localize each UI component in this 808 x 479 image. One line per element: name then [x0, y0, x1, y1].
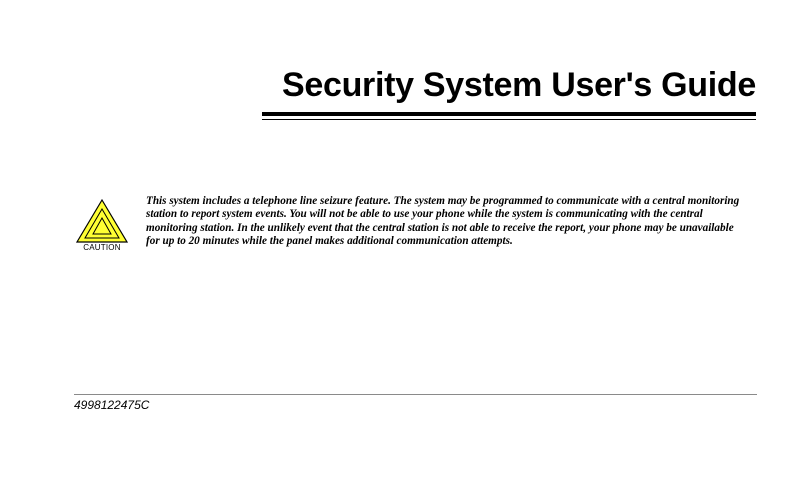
caution-notice-text: This system includes a telephone line seizure feature. The system may be programmed to communicate with a central monitoring station to report system events. You will not be able to use your phone while the system is communicating with the central monitoring station. In the unlikely event that the central station is not able to receive the report, your phone may be unavailable for up to 20 minutes while the panel makes additional communication attempts.	[146, 195, 740, 248]
title-rule-thick	[262, 112, 756, 116]
document-number: 4998122475C	[74, 398, 150, 412]
caution-triangle-outer	[77, 200, 127, 242]
title-rule-thin	[262, 119, 756, 120]
caution-label: CAUTION	[83, 243, 121, 252]
footer-rule	[74, 394, 757, 395]
caution-badge	[74, 198, 130, 256]
caution-triangle-icon	[74, 198, 130, 244]
page-title: Security System User's Guide	[281, 66, 756, 104]
